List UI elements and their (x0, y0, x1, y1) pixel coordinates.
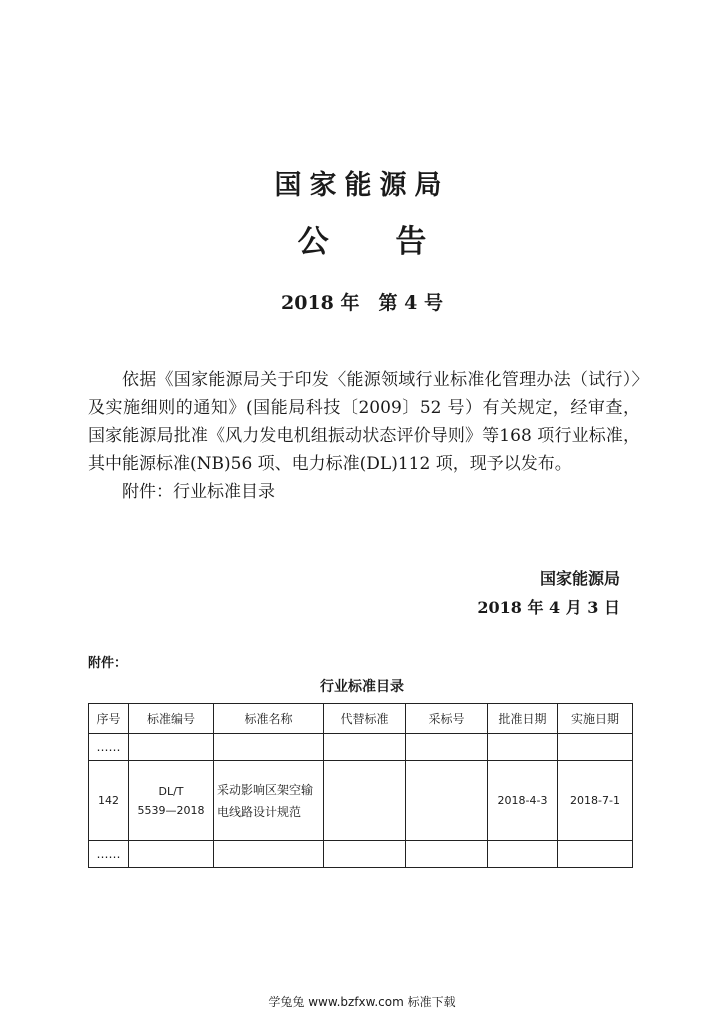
replaces-cell (324, 761, 406, 841)
column-header: 序号 (89, 704, 129, 734)
column-header: 代替标准 (324, 704, 406, 734)
standard-number-cell (129, 761, 214, 841)
announcement-body (88, 366, 640, 506)
approved-date-cell: 2018-4-3 (488, 761, 558, 841)
table-cell (214, 734, 324, 761)
seq-cell: 142 (89, 761, 129, 841)
attachment-table-title: 行业标准目录 (320, 679, 404, 695)
signature-org: 国家能源局 (539, 569, 620, 588)
standard-name-cell: 采动影响区架空输电线路设计规范 (214, 761, 324, 841)
table-cell (406, 734, 488, 761)
document-type-title: 公 告 (297, 224, 455, 260)
column-header: 标准编号 (129, 704, 214, 734)
column-header: 批准日期 (488, 704, 558, 734)
column-header: 实施日期 (558, 704, 633, 734)
table-cell (324, 841, 406, 868)
announcement-paragraph: 依据《国家能源局关于印发〈能源领域行业标准化管理办法（试行）〉及实施细则的通知》(国能局科技〔2009〕52 号）有关规定，经审查，国家能源局批准《风力发电机组振动状态评价导则》等168 项行业标准，其中能源标准(NB)56 项、电力标准(DL)112 项，现予以发布。 (88, 370, 640, 474)
footer-watermark: 学兔兔 www.bzfxw.com 标准下载 (268, 995, 456, 1009)
table-cell (488, 734, 558, 761)
table-row (89, 761, 633, 841)
standards-table (88, 703, 633, 868)
table-cell (324, 734, 406, 761)
column-header: 标准名称 (214, 704, 324, 734)
issue-number: 2018 年 第 4 号 (281, 292, 443, 314)
attachment-label: 附件： (88, 656, 128, 671)
standard-number-prefix: DL/T (158, 784, 184, 798)
table-cell (488, 841, 558, 868)
table-cell (406, 841, 488, 868)
standard-number-suffix: 5539—2018 (137, 803, 205, 817)
column-header: 采标号 (406, 704, 488, 734)
ellipsis-cell: …… (89, 841, 129, 868)
table-cell (558, 734, 633, 761)
table-cell (129, 734, 214, 761)
table-cell (214, 841, 324, 868)
table-header-row (89, 704, 633, 734)
table-row (89, 734, 633, 761)
attachment-note: 附件：行业标准目录 (122, 482, 275, 502)
ellipsis-cell: …… (89, 734, 129, 761)
effective-date-cell: 2018-7-1 (558, 761, 633, 841)
issuing-authority-title: 国家能源局 (274, 170, 450, 201)
table-row (89, 841, 633, 868)
table-cell (558, 841, 633, 868)
adopted-cell (406, 761, 488, 841)
signature-date: 2018 年 4 月 3 日 (477, 598, 620, 617)
table-cell (129, 841, 214, 868)
